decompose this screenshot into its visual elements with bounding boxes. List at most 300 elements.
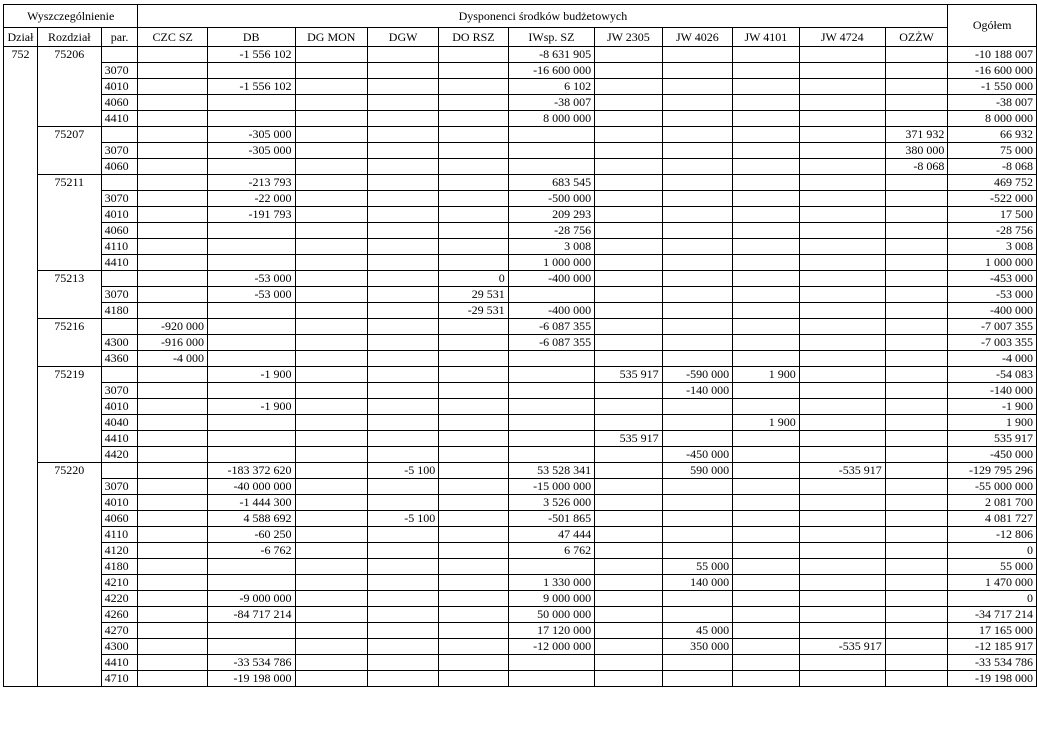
total-cell: -453 000 — [948, 271, 1037, 287]
amount-cell — [295, 223, 368, 239]
amount-cell — [138, 127, 208, 143]
amount-cell — [368, 527, 439, 543]
amount-cell — [439, 319, 508, 335]
amount-cell — [368, 559, 439, 575]
total-cell: 0 — [948, 591, 1037, 607]
amount-cell — [662, 303, 732, 319]
amount-cell: 29 531 — [439, 287, 508, 303]
amount-cell — [799, 351, 885, 367]
amount-cell — [439, 463, 508, 479]
amount-cell — [295, 543, 368, 559]
amount-cell — [885, 463, 948, 479]
amount-cell — [295, 239, 368, 255]
amount-cell — [885, 191, 948, 207]
amount-cell — [799, 287, 885, 303]
amount-cell — [799, 143, 885, 159]
paragraf-cell — [101, 319, 138, 335]
rozdzial-cell: 75211 — [37, 175, 101, 271]
table-row — [4, 271, 1037, 287]
total-cell: -1 550 000 — [948, 79, 1037, 95]
amount-cell — [885, 287, 948, 303]
amount-cell — [295, 319, 368, 335]
amount-cell — [508, 127, 594, 143]
amount-cell — [733, 111, 800, 127]
amount-cell — [885, 255, 948, 271]
amount-cell — [439, 559, 508, 575]
amount-cell — [595, 671, 663, 687]
disponent-header: DGW — [368, 28, 439, 47]
amount-cell — [295, 47, 368, 63]
amount-cell — [885, 223, 948, 239]
amount-cell — [799, 191, 885, 207]
amount-cell — [368, 543, 439, 559]
amount-cell — [295, 383, 368, 399]
paragraf-header: par. — [101, 28, 138, 47]
amount-cell — [885, 511, 948, 527]
amount-cell — [885, 671, 948, 687]
amount-cell — [662, 159, 732, 175]
amount-cell: 1 900 — [733, 367, 800, 383]
amount-cell — [138, 47, 208, 63]
amount-cell — [295, 479, 368, 495]
amount-cell — [138, 271, 208, 287]
amount-cell — [368, 575, 439, 591]
amount-cell — [733, 639, 800, 655]
total-cell: -12 185 917 — [948, 639, 1037, 655]
amount-cell: -1 900 — [207, 367, 295, 383]
disponent-header: CZC SZ — [138, 28, 208, 47]
amount-cell — [595, 351, 663, 367]
amount-cell — [439, 95, 508, 111]
table-row — [4, 367, 1037, 383]
amount-cell — [368, 287, 439, 303]
rozdzial-cell: 75206 — [37, 47, 101, 127]
rozdzial-cell: 75207 — [37, 127, 101, 175]
total-cell: -522 000 — [948, 191, 1037, 207]
amount-cell: 53 528 341 — [508, 463, 594, 479]
total-cell: -129 795 296 — [948, 463, 1037, 479]
amount-cell — [439, 399, 508, 415]
amount-cell — [595, 639, 663, 655]
amount-cell: -6 087 355 — [508, 319, 594, 335]
amount-cell — [662, 271, 732, 287]
amount-cell — [595, 255, 663, 271]
amount-cell — [439, 575, 508, 591]
amount-cell — [885, 351, 948, 367]
total-cell: 17 500 — [948, 207, 1037, 223]
table-row — [4, 559, 1037, 575]
amount-cell: 6 762 — [508, 543, 594, 559]
amount-cell — [207, 223, 295, 239]
table-row — [4, 575, 1037, 591]
amount-cell — [595, 191, 663, 207]
amount-cell — [368, 79, 439, 95]
amount-cell: -8 068 — [885, 159, 948, 175]
amount-cell — [662, 607, 732, 623]
amount-cell — [733, 463, 800, 479]
amount-cell — [439, 111, 508, 127]
amount-cell: -213 793 — [207, 175, 295, 191]
total-cell: -12 806 — [948, 527, 1037, 543]
amount-cell: 3 526 000 — [508, 495, 594, 511]
amount-cell — [595, 575, 663, 591]
amount-cell — [368, 175, 439, 191]
amount-cell — [733, 271, 800, 287]
amount-cell — [595, 383, 663, 399]
total-cell: 2 081 700 — [948, 495, 1037, 511]
amount-cell — [207, 95, 295, 111]
amount-cell — [207, 415, 295, 431]
rozdzial-cell: 75216 — [37, 319, 101, 367]
amount-cell: -500 000 — [508, 191, 594, 207]
amount-cell: 6 102 — [508, 79, 594, 95]
amount-cell — [295, 335, 368, 351]
group-disponents-header: Dysponenci środków budżetowych — [138, 5, 948, 28]
amount-cell: -535 917 — [799, 463, 885, 479]
amount-cell — [733, 335, 800, 351]
amount-cell: -6 762 — [207, 543, 295, 559]
amount-cell: -4 000 — [138, 351, 208, 367]
disponent-header: OZŻW — [885, 28, 948, 47]
amount-cell: -19 198 000 — [207, 671, 295, 687]
table-row — [4, 95, 1037, 111]
amount-cell — [439, 143, 508, 159]
total-cell: -1 900 — [948, 399, 1037, 415]
amount-cell — [733, 543, 800, 559]
amount-cell — [368, 639, 439, 655]
amount-cell — [295, 191, 368, 207]
total-cell: 66 932 — [948, 127, 1037, 143]
amount-cell — [662, 431, 732, 447]
amount-cell — [733, 79, 800, 95]
amount-cell: -22 000 — [207, 191, 295, 207]
amount-cell — [138, 159, 208, 175]
amount-cell: -8 631 905 — [508, 47, 594, 63]
group-left-header: Wyszczególnienie — [4, 5, 138, 28]
total-cell: -33 534 786 — [948, 655, 1037, 671]
amount-cell — [885, 655, 948, 671]
amount-cell — [595, 335, 663, 351]
paragraf-cell: 3070 — [101, 479, 138, 495]
amount-cell — [595, 511, 663, 527]
total-cell: -10 188 007 — [948, 47, 1037, 63]
amount-cell — [295, 623, 368, 639]
paragraf-cell: 4110 — [101, 239, 138, 255]
total-cell: -38 007 — [948, 95, 1037, 111]
amount-cell — [368, 159, 439, 175]
amount-cell — [295, 207, 368, 223]
paragraf-cell — [101, 127, 138, 143]
amount-cell — [138, 367, 208, 383]
table-row — [4, 175, 1037, 191]
disponent-header: JW 2305 — [595, 28, 663, 47]
amount-cell — [799, 111, 885, 127]
amount-cell — [508, 415, 594, 431]
amount-cell — [439, 47, 508, 63]
amount-cell: 17 120 000 — [508, 623, 594, 639]
amount-cell — [799, 335, 885, 351]
amount-cell — [733, 303, 800, 319]
amount-cell — [439, 495, 508, 511]
amount-cell — [662, 143, 732, 159]
total-cell: 1 900 — [948, 415, 1037, 431]
total-cell: -55 000 000 — [948, 479, 1037, 495]
amount-cell — [295, 655, 368, 671]
amount-cell — [138, 239, 208, 255]
amount-cell — [138, 383, 208, 399]
amount-cell — [295, 639, 368, 655]
amount-cell — [368, 111, 439, 127]
amount-cell — [295, 95, 368, 111]
total-cell: 469 752 — [948, 175, 1037, 191]
amount-cell — [799, 447, 885, 463]
amount-cell — [207, 111, 295, 127]
amount-cell — [733, 479, 800, 495]
table-row — [4, 527, 1037, 543]
amount-cell — [799, 239, 885, 255]
amount-cell: -400 000 — [508, 271, 594, 287]
amount-cell — [368, 191, 439, 207]
amount-cell — [885, 383, 948, 399]
amount-cell: -16 600 000 — [508, 63, 594, 79]
amount-cell — [138, 191, 208, 207]
amount-cell — [138, 671, 208, 687]
amount-cell — [595, 319, 663, 335]
total-cell: -140 000 — [948, 383, 1037, 399]
amount-cell — [295, 591, 368, 607]
amount-cell — [295, 463, 368, 479]
amount-cell: -28 756 — [508, 223, 594, 239]
amount-cell — [368, 447, 439, 463]
paragraf-cell: 4120 — [101, 543, 138, 559]
total-cell: -7 003 355 — [948, 335, 1037, 351]
amount-cell: -535 917 — [799, 639, 885, 655]
amount-cell: 1 330 000 — [508, 575, 594, 591]
amount-cell — [207, 159, 295, 175]
amount-cell — [439, 191, 508, 207]
amount-cell — [508, 447, 594, 463]
amount-cell — [662, 111, 732, 127]
amount-cell — [733, 511, 800, 527]
amount-cell — [295, 399, 368, 415]
disponent-header: JW 4101 — [733, 28, 800, 47]
amount-cell — [508, 351, 594, 367]
amount-cell — [295, 447, 368, 463]
amount-cell — [295, 159, 368, 175]
paragraf-cell: 4060 — [101, 159, 138, 175]
amount-cell — [368, 495, 439, 511]
amount-cell: 8 000 000 — [508, 111, 594, 127]
paragraf-cell: 4060 — [101, 95, 138, 111]
amount-cell: -140 000 — [662, 383, 732, 399]
amount-cell — [885, 591, 948, 607]
amount-cell — [207, 335, 295, 351]
total-cell: 535 917 — [948, 431, 1037, 447]
paragraf-cell: 4040 — [101, 415, 138, 431]
amount-cell: -15 000 000 — [508, 479, 594, 495]
amount-cell — [885, 431, 948, 447]
amount-cell — [368, 303, 439, 319]
amount-cell — [733, 527, 800, 543]
total-cell: 75 000 — [948, 143, 1037, 159]
amount-cell — [138, 143, 208, 159]
amount-cell — [295, 351, 368, 367]
amount-cell — [595, 127, 663, 143]
amount-cell — [799, 255, 885, 271]
amount-cell — [595, 207, 663, 223]
amount-cell — [799, 47, 885, 63]
table-row — [4, 111, 1037, 127]
table-row — [4, 159, 1037, 175]
dzial-cell: 752 — [4, 47, 38, 687]
amount-cell — [799, 223, 885, 239]
table-header — [4, 5, 1037, 47]
paragraf-cell: 4410 — [101, 111, 138, 127]
amount-cell: -305 000 — [207, 127, 295, 143]
amount-cell — [885, 575, 948, 591]
amount-cell: 371 932 — [885, 127, 948, 143]
table-row — [4, 191, 1037, 207]
amount-cell — [508, 287, 594, 303]
amount-cell: -305 000 — [207, 143, 295, 159]
total-cell: -28 756 — [948, 223, 1037, 239]
amount-cell — [595, 63, 663, 79]
table-row — [4, 591, 1037, 607]
amount-cell — [595, 79, 663, 95]
amount-cell — [662, 655, 732, 671]
amount-cell — [733, 495, 800, 511]
amount-cell — [295, 111, 368, 127]
amount-cell — [885, 415, 948, 431]
amount-cell — [439, 671, 508, 687]
amount-cell — [595, 495, 663, 511]
amount-cell — [595, 559, 663, 575]
amount-cell — [799, 127, 885, 143]
amount-cell — [368, 271, 439, 287]
amount-cell — [595, 239, 663, 255]
amount-cell — [295, 607, 368, 623]
amount-cell — [595, 527, 663, 543]
amount-cell — [799, 207, 885, 223]
amount-cell: 4 588 692 — [207, 511, 295, 527]
amount-cell: 1 900 — [733, 415, 800, 431]
table-row — [4, 63, 1037, 79]
table-row — [4, 415, 1037, 431]
amount-cell: -501 865 — [508, 511, 594, 527]
amount-cell — [662, 239, 732, 255]
amount-cell — [439, 239, 508, 255]
amount-cell — [138, 495, 208, 511]
amount-cell — [733, 431, 800, 447]
amount-cell — [508, 671, 594, 687]
disponent-header: JW 4724 — [799, 28, 885, 47]
amount-cell — [595, 607, 663, 623]
amount-cell — [595, 415, 663, 431]
amount-cell — [595, 271, 663, 287]
amount-cell — [595, 47, 663, 63]
table-row — [4, 207, 1037, 223]
amount-cell — [138, 223, 208, 239]
amount-cell — [595, 287, 663, 303]
table-row — [4, 671, 1037, 687]
amount-cell — [733, 607, 800, 623]
amount-cell — [733, 159, 800, 175]
amount-cell — [439, 511, 508, 527]
paragraf-cell — [101, 47, 138, 63]
total-cell: 8 000 000 — [948, 111, 1037, 127]
amount-cell — [207, 383, 295, 399]
amount-cell — [138, 111, 208, 127]
amount-cell — [662, 671, 732, 687]
total-header: Ogółem — [948, 5, 1037, 47]
amount-cell — [595, 543, 663, 559]
amount-cell — [439, 63, 508, 79]
table-row — [4, 479, 1037, 495]
amount-cell — [885, 239, 948, 255]
amount-cell — [508, 399, 594, 415]
amount-cell: 140 000 — [662, 575, 732, 591]
amount-cell — [662, 527, 732, 543]
amount-cell — [439, 431, 508, 447]
amount-cell — [207, 351, 295, 367]
amount-cell: 209 293 — [508, 207, 594, 223]
amount-cell: -191 793 — [207, 207, 295, 223]
amount-cell — [368, 623, 439, 639]
amount-cell — [138, 575, 208, 591]
amount-cell — [799, 543, 885, 559]
table-row — [4, 351, 1037, 367]
amount-cell — [439, 639, 508, 655]
amount-cell — [799, 559, 885, 575]
amount-cell — [662, 287, 732, 303]
amount-cell — [595, 223, 663, 239]
amount-cell — [733, 319, 800, 335]
amount-cell — [662, 543, 732, 559]
amount-cell — [368, 479, 439, 495]
amount-cell — [368, 415, 439, 431]
amount-cell: 590 000 — [662, 463, 732, 479]
amount-cell — [138, 399, 208, 415]
amount-cell — [595, 479, 663, 495]
amount-cell — [138, 415, 208, 431]
table-row — [4, 447, 1037, 463]
amount-cell — [733, 399, 800, 415]
amount-cell — [885, 447, 948, 463]
paragraf-cell — [101, 463, 138, 479]
amount-cell — [207, 447, 295, 463]
amount-cell — [368, 239, 439, 255]
amount-cell — [368, 255, 439, 271]
amount-cell — [368, 399, 439, 415]
table-row — [4, 623, 1037, 639]
amount-cell — [439, 591, 508, 607]
total-cell: 4 081 727 — [948, 511, 1037, 527]
paragraf-cell: 4210 — [101, 575, 138, 591]
amount-cell — [295, 271, 368, 287]
total-cell: -8 068 — [948, 159, 1037, 175]
amount-cell — [885, 495, 948, 511]
amount-cell — [733, 95, 800, 111]
paragraf-cell: 4410 — [101, 431, 138, 447]
amount-cell — [439, 207, 508, 223]
amount-cell — [662, 479, 732, 495]
table-row — [4, 463, 1037, 479]
amount-cell — [799, 655, 885, 671]
amount-cell — [138, 511, 208, 527]
table-row — [4, 223, 1037, 239]
amount-cell — [138, 623, 208, 639]
total-cell: 1 470 000 — [948, 575, 1037, 591]
